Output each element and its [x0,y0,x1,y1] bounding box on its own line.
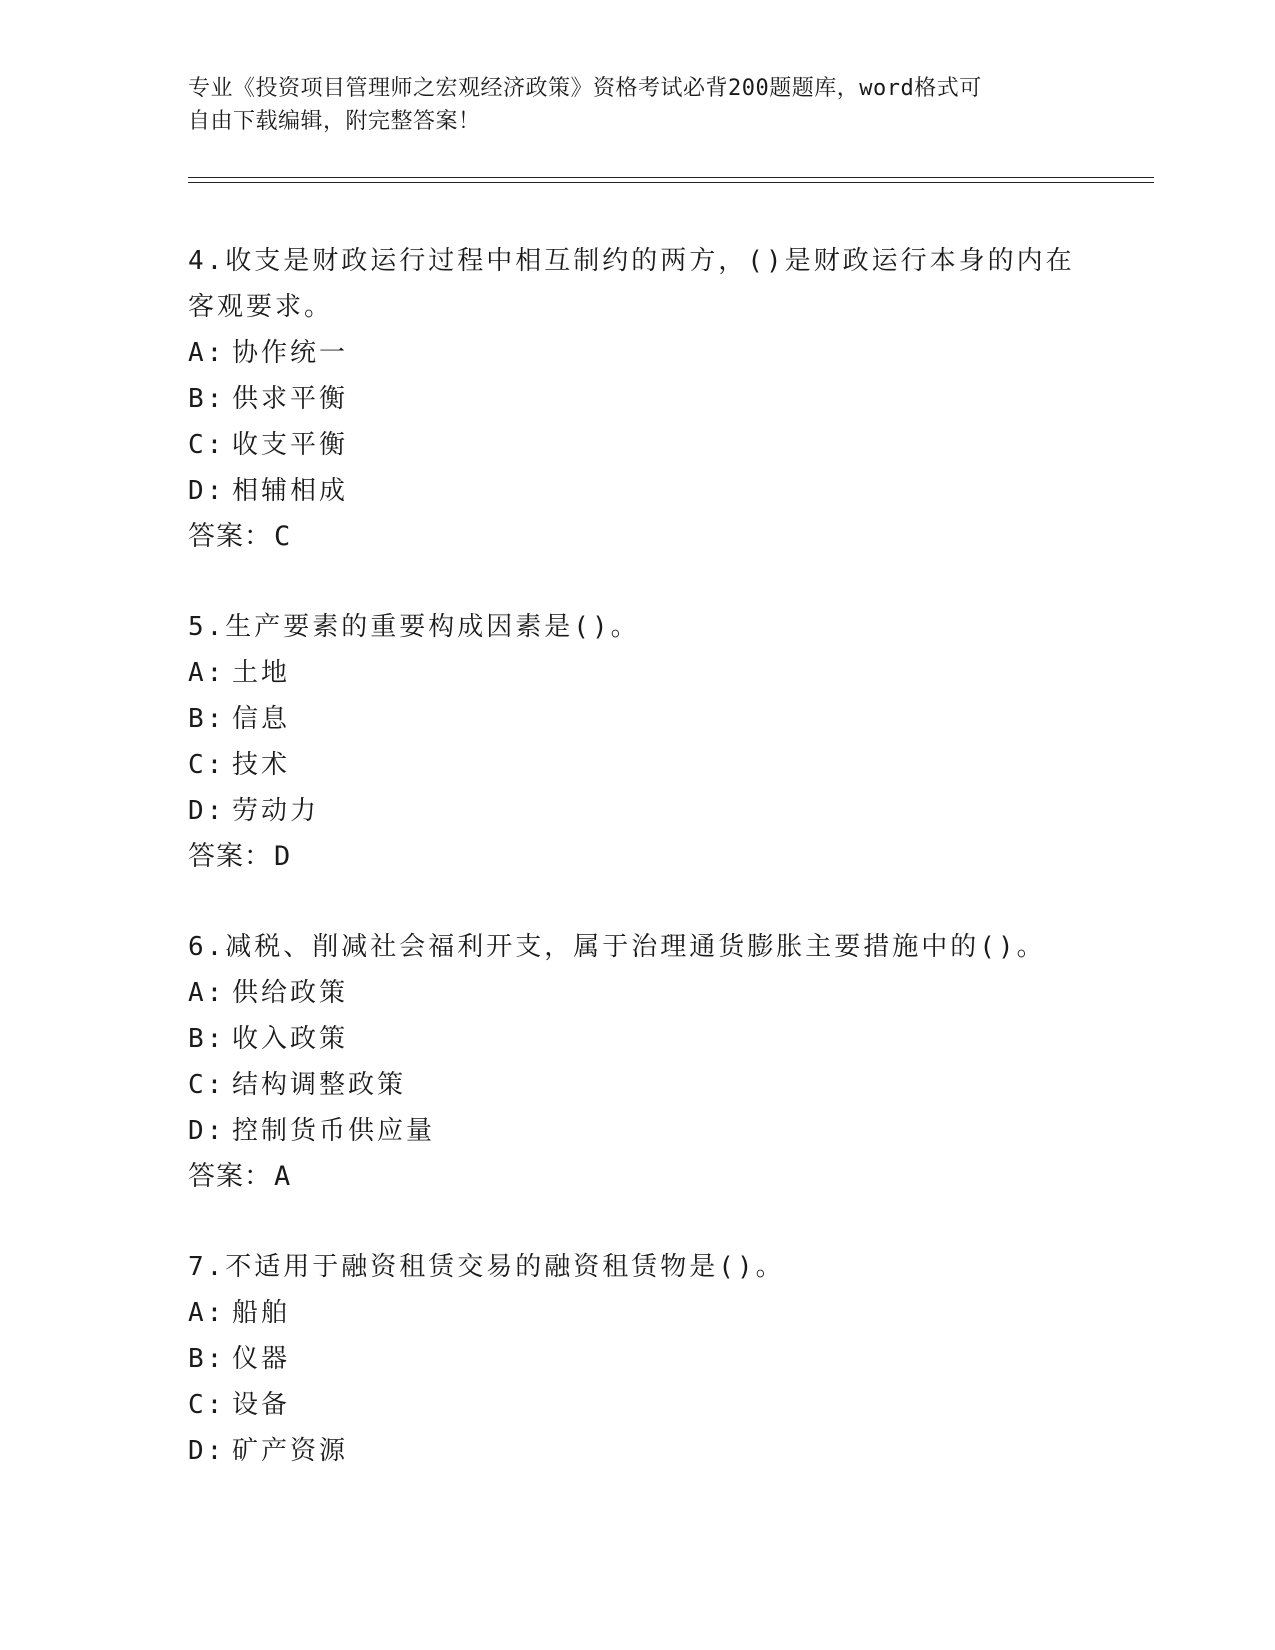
question-stem: 4.收支是财政运行过程中相互制约的两方，()是财政运行本身的内在 客观要求。 [188,246,1075,322]
question-stem: 5.生产要素的重要构成因素是()。 [188,612,640,642]
question-list [188,238,1088,1518]
option-d: D: 劳动力 [188,796,320,826]
option-a: A: 协作统一 [188,338,349,368]
header-line-1: 专业《投资项目管理师之宏观经济政策》资格考试必背200题题库，word格式可 [188,76,982,101]
option-c: C: 收支平衡 [188,430,349,460]
question-4 [188,238,1088,560]
question-5 [188,604,1088,880]
option-b: B: 收入政策 [188,1024,349,1054]
question-7 [188,1244,1088,1474]
option-c: C: 技术 [188,750,291,780]
header-divider-bottom [188,182,1154,183]
option-a: A: 土地 [188,658,291,688]
option-a: A: 船舶 [188,1298,291,1328]
option-d: D: 控制货币供应量 [188,1116,436,1146]
option-c: C: 设备 [188,1390,291,1420]
option-b: B: 信息 [188,704,291,734]
option-d: D: 相辅相成 [188,476,349,506]
answer-line: 答案：C [188,521,292,552]
option-d: D: 矿产资源 [188,1436,349,1466]
header-line-2: 自由下载编辑，附完整答案！ [188,109,481,134]
answer-line: 答案：A [188,1161,292,1192]
question-6 [188,924,1088,1200]
option-b: B: 供求平衡 [188,384,349,414]
option-a: A: 供给政策 [188,978,349,1008]
question-stem: 7.不适用于融资租赁交易的融资租赁物是()。 [188,1252,785,1282]
option-c: C: 结构调整政策 [188,1070,407,1100]
question-stem: 6.减税、削减社会福利开支，属于治理通货膨胀主要措施中的()。 [188,932,1046,962]
header-divider-top [188,177,1154,178]
document-header [188,72,1088,138]
answer-line: 答案：D [188,841,292,872]
option-b: B: 仪器 [188,1344,291,1374]
